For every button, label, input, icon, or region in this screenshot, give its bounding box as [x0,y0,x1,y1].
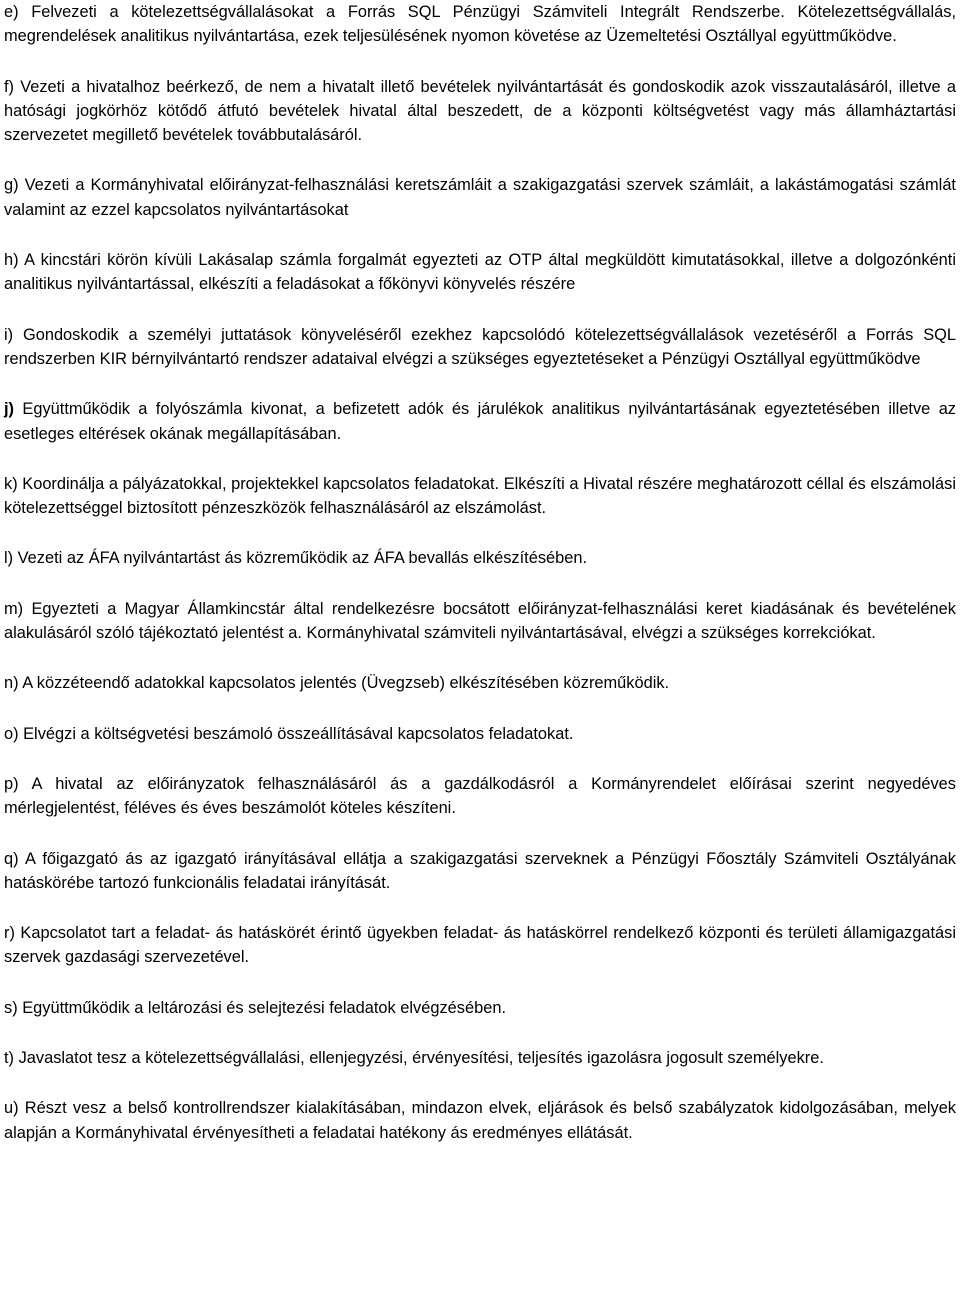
paragraph-n: n) A közzéteendő adatokkal kapcsolatos jelentés (Üvegzseb) elkészítésében közreműködik. [4,674,670,693]
paragraph-r: r) Kapcsolatot tart a feladat- ás hatáskörét érintő ügyekben feladat- ás hatáskörrel rendelkező központi és területi államigazgatási szervek gazdasági szervezetével. [4,924,956,967]
document-page [4,0,956,1171]
paragraph-j-letter: j) [4,400,15,419]
paragraph-h: h) A kincstári körön kívüli Lakásalap számla forgalmát egyezteti az OTP által megküldött kimutatásokkal, illetve a dolgozónkénti analitikus nyilvántartással, elkészíti a feladásokat a főkönyvi könyvelés részére [4,251,956,294]
paragraph-s: s) Együttműködik a leltározási és selejtezési feladatok elvégzésében. [4,998,507,1017]
paragraph-k: k) Koordinálja a pályázatokkal, projektekkel kapcsolatos feladatokat. Elkészíti a Hivatal részére meghatározott céllal és elszámolási kötelezettséggel biztosított pénzeszközök felhasználásáról az elszámolást. [4,474,956,518]
paragraph-e: e) Felvezeti a kötelezettségvállalásokat a Forrás SQL Pénzügyi Számviteli Integrált Rendszerbe. Kötelezettségvállalás, megrendelések analitikus nyilvántartása, ezek teljesülésének nyomon követése az Üzemeltetési Osztállyal együttműködve. [4,3,956,46]
paragraph-p: p) A hivatal az előirányzatok felhasználásáról ás a gazdálkodásról a Kormányrendelet előírásai szerint negyedéves mérlegjelentést, féléves és éves beszámolót köteles készíteni. [4,774,956,818]
paragraph-u: u) Részt vesz a belső kontrollrendszer kialakításában, mindazon elvek, eljárások és belső szabályzatok kidolgozásában, melyek alapján a Kormányhivatal érvényesítheti a feladatai hatékony ás eredményes ellátását. [4,1099,956,1142]
paragraph-g: g) Vezeti a Kormányhivatal előirányzat-felhasználási keretszámláit a szakigazgatási szervek számláit, a lakástámogatási számlát valamint az ezzel kapcsolatos nyilvántartásokat [4,176,956,219]
paragraph-m: m) Egyezteti a Magyar Államkincstár által rendelkezésre bocsátott előirányzat-felhasználási keret kiadásának és bevételének alakulásáról szóló tájékoztató jelentést a. Kormányhivatal számviteli nyilvántartásával, elvégzi a szükséges korrekciókat. [4,599,956,643]
paragraph-f: f) Vezeti a hivatalhoz beérkező, de nem a hivatalt illető bevételek nyilvántartását és gondoskodik azok visszautalásáról, illetve a hatósági jogkörhöz kötődő átfutó bevételek hivatal által beszedett, de a központi költségvetést vagy más államháztartási szervezetet megillető bevételek továbbutalásáról. [4,77,956,145]
paragraph-j [4,397,956,446]
paragraph-o: o) Elvégzi a költségvetési beszámoló összeállításával kapcsolatos feladatokat. [4,724,574,743]
paragraph-l: l) Vezeti az ÁFA nyilvántartást ás közreműködik az ÁFA bevallás elkészítésében. [4,549,588,568]
paragraph-i: i) Gondoskodik a személyi juttatások könyveléséről ezekhez kapcsolódó kötelezettségvállalások vezetéséről a Forrás SQL rendszerben KIR bérnyilvántartó rendszer adataival elvégzi a szükséges egyeztetéseket a Pénzügyi Osztállyal együttműködve [4,325,956,368]
paragraph-j-text: Együttműködik a folyószámla kivonat, a befizetett adók és járulékok analitikus nyilvántartásának egyeztetésében illetve az esetleges eltérések okának megállapításában. [4,400,956,443]
paragraph-q: q) A főigazgató ás az igazgató irányításával ellátja a szakigazgatási szerveknek a Pénzügyi Főosztály Számviteli Osztályának hatáskörébe tartozó funkcionális feladatai irányítását. [4,849,956,892]
paragraph-t: t) Javaslatot tesz a kötelezettségvállalási, ellenjegyzési, érvényesítési, teljesítés igazolásra jogosult személyekre. [4,1049,824,1068]
